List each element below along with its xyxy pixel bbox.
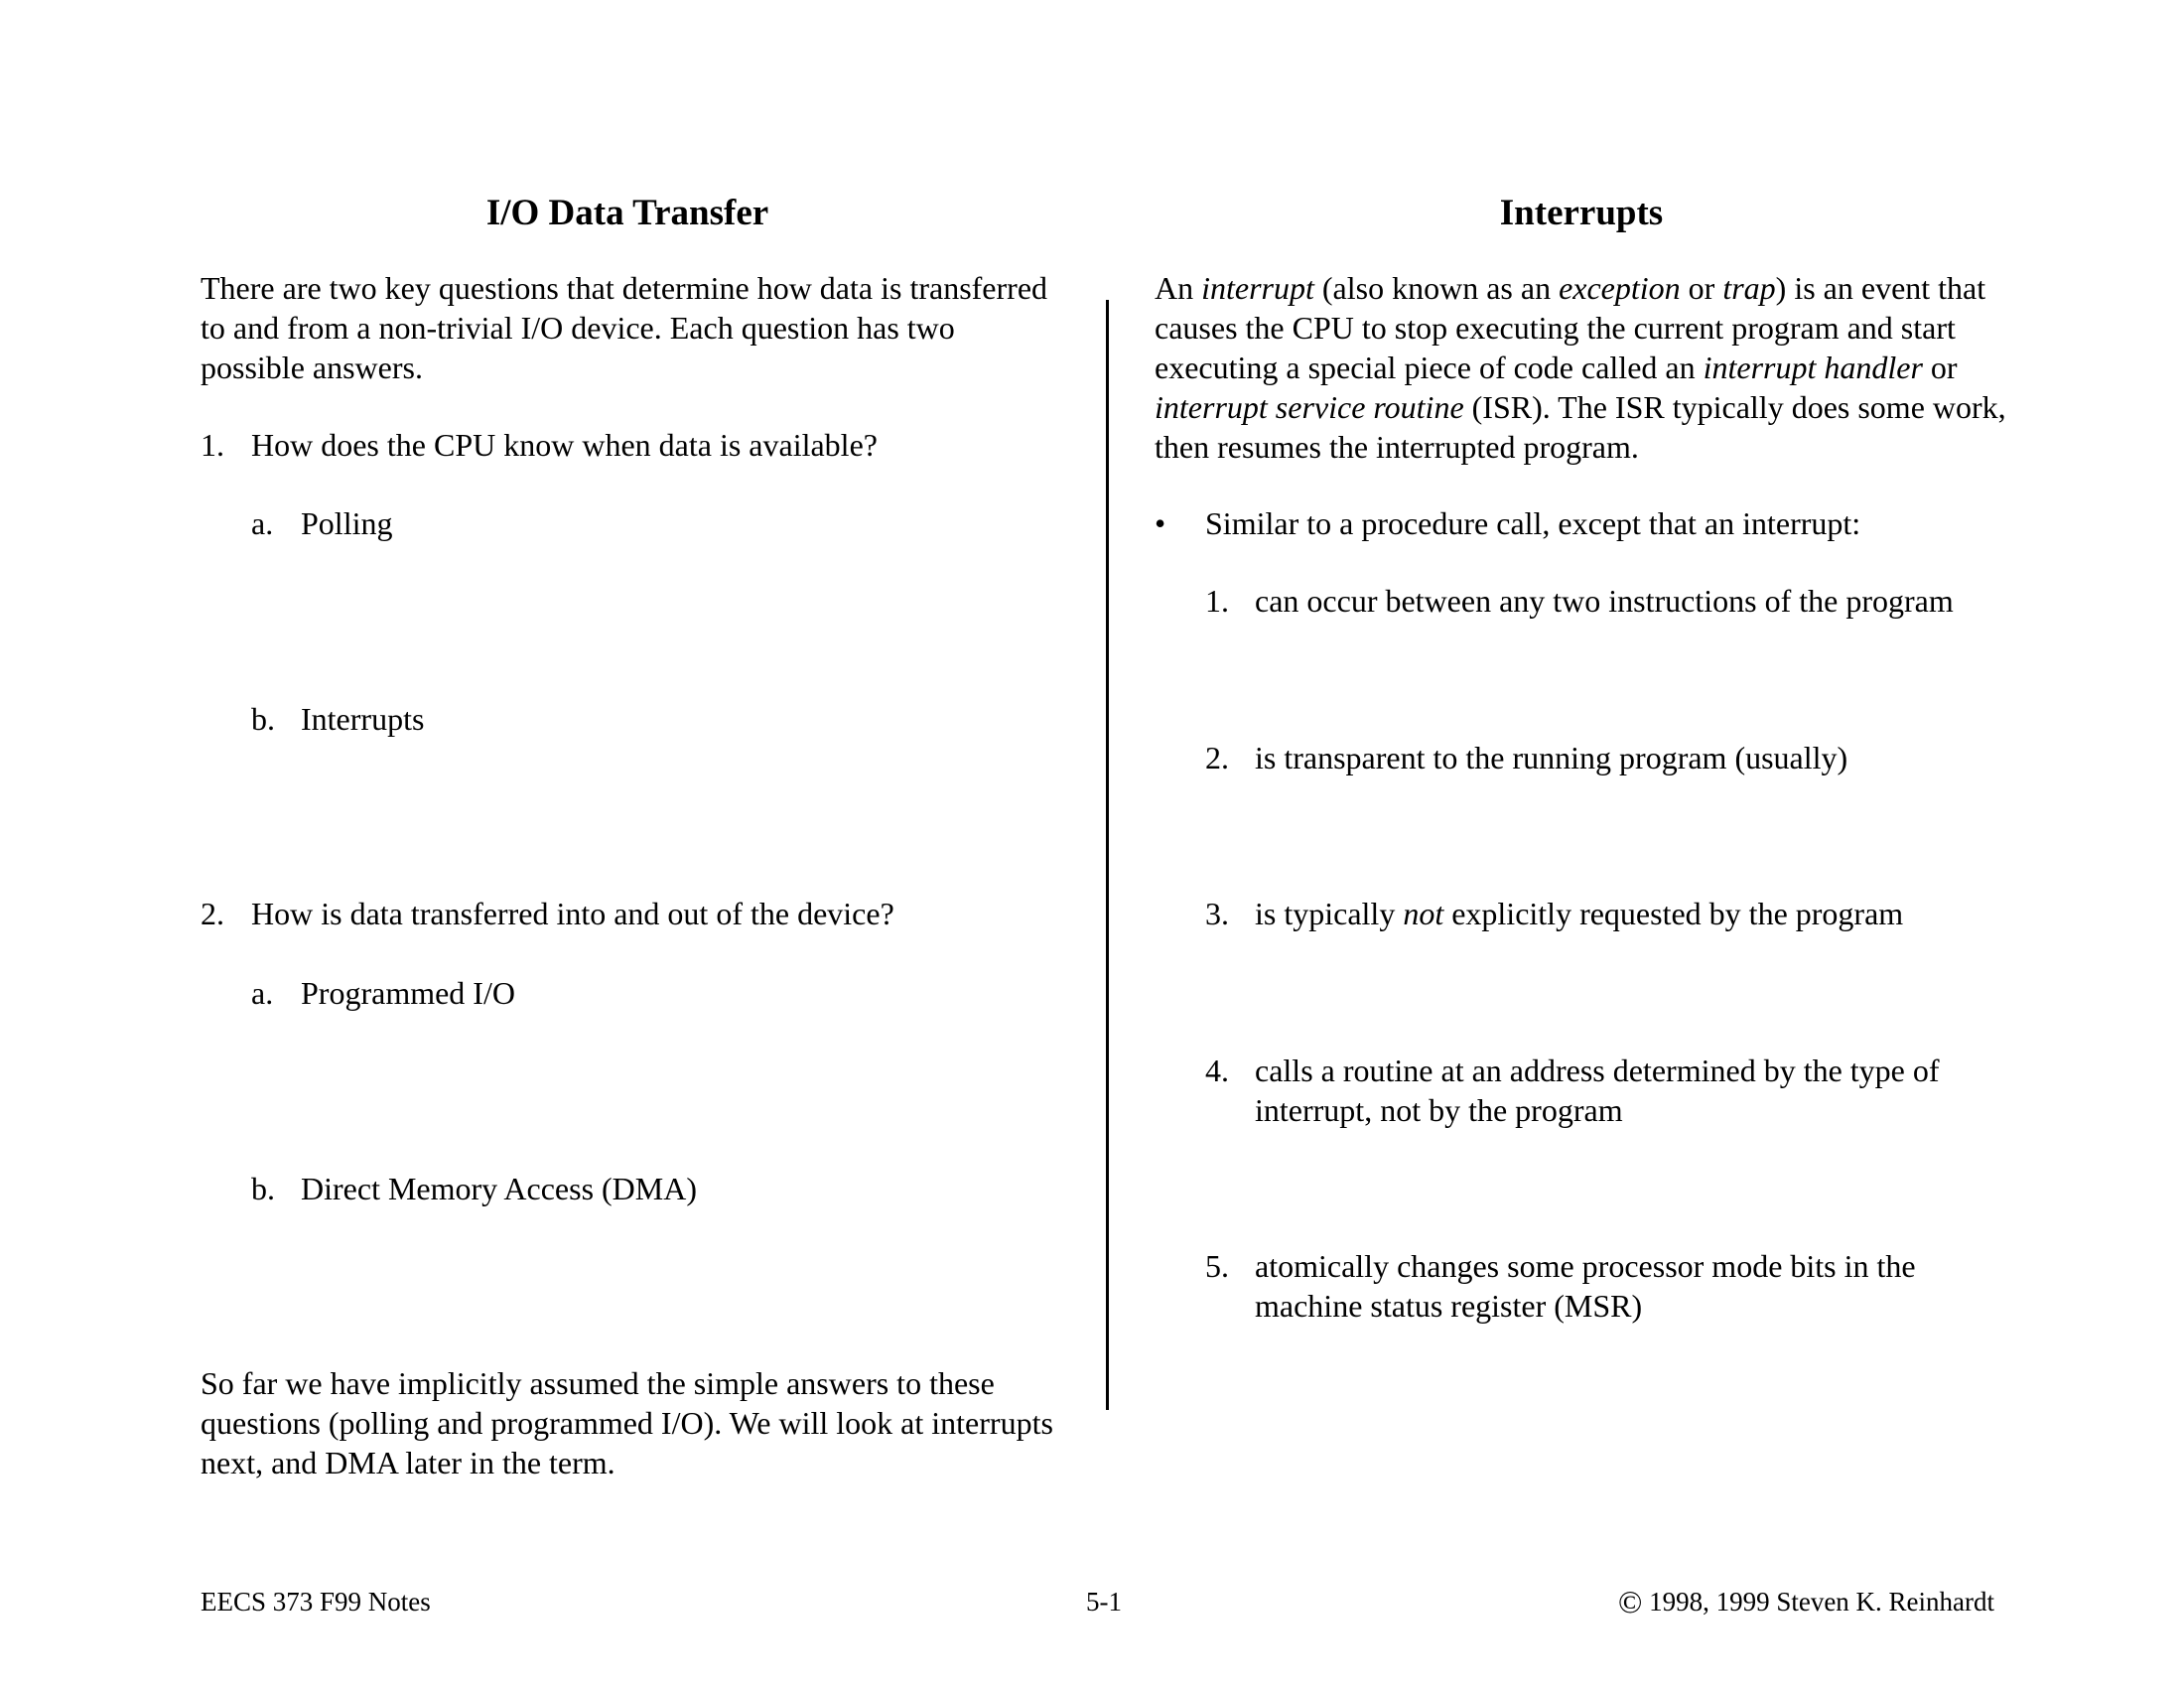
item-5-number: 5.	[1205, 1248, 1229, 1284]
item-5-text: atomically changes some processor mode bits in the machine status register (MSR)	[1255, 1248, 1916, 1324]
column-divider	[1106, 300, 1109, 1410]
item-3-text-before: is typically	[1255, 896, 1404, 931]
intro-term-trap: trap	[1722, 270, 1776, 306]
right-intro-paragraph	[1155, 268, 2008, 467]
copyright-icon: ©	[1618, 1584, 1643, 1619]
item-1-text: can occur between any two instructions of the program	[1255, 583, 1954, 619]
item-3-number: 3.	[1205, 896, 1229, 931]
item-3-emphasis: not	[1403, 896, 1444, 931]
intro-term-interrupt-handler: interrupt handler	[1703, 350, 1923, 385]
q1-number: 1.	[201, 427, 224, 463]
intro-text-2: (also known as an	[1313, 270, 1560, 306]
item-3-text-after: explicitly requested by the program	[1443, 896, 1904, 931]
q1-text: How does the CPU know when data is available?	[251, 427, 878, 463]
bullet-symbol: •	[1155, 505, 1166, 541]
item-2-number: 2.	[1205, 740, 1229, 775]
left-section-title: I/O Data Transfer	[485, 193, 769, 233]
intro-term-isr: interrupt service routine	[1155, 389, 1464, 425]
q1-b-text: Interrupts	[301, 701, 425, 737]
item-2-text: is transparent to the running program (usually)	[1255, 740, 1848, 775]
intro-text-1: An	[1155, 270, 1202, 306]
q2-number: 2.	[201, 896, 224, 931]
intro-text-4: ) is an event that causes the CPU to stop executing the current program and start executing a special piece of code called an	[1155, 270, 1986, 385]
footer-course-label: EECS 373 F99 Notes	[201, 1587, 431, 1617]
footer-copyright	[1618, 1584, 1995, 1619]
q2-a-label: a.	[251, 975, 274, 1011]
q2-a-text: Programmed I/O	[301, 975, 515, 1011]
q1-a-text: Polling	[301, 505, 393, 541]
left-closing-paragraph: So far we have implicitly assumed the simple answers to these questions (polling and programmed I/O). We will look at interrupts next, and DMA later in the term.	[201, 1365, 1053, 1480]
bullet-text: Similar to a procedure call, except that an interrupt:	[1205, 505, 1861, 541]
q1-b-label: b.	[251, 701, 275, 737]
right-section-title: Interrupts	[1499, 193, 1664, 233]
item-3-text	[1255, 894, 1903, 933]
q2-text: How is data transferred into and out of the device?	[251, 896, 894, 931]
left-intro-paragraph: There are two key questions that determine how data is transferred to and from a non-trivial I/O device. Each question has two possible answers.	[201, 270, 1048, 385]
q1-a-label: a.	[251, 505, 274, 541]
intro-term-exception: exception	[1559, 270, 1681, 306]
item-4-number: 4.	[1205, 1053, 1229, 1088]
q2-b-label: b.	[251, 1171, 275, 1206]
item-1-number: 1.	[1205, 583, 1229, 619]
footer-page-number: 5-1	[1086, 1587, 1122, 1617]
intro-text-3: or	[1680, 270, 1723, 306]
footer-copyright-text: 1998, 1999 Steven K. Reinhardt	[1649, 1587, 1995, 1617]
intro-text-5: or	[1922, 350, 1958, 385]
intro-term-interrupt: interrupt	[1201, 270, 1314, 306]
item-4-text: calls a routine at an address determined by the type of interrupt, not by the program	[1255, 1053, 1940, 1128]
intro-text-6: (ISR). The ISR typically does some work, then resumes the interrupted program.	[1155, 389, 2006, 465]
q2-b-text: Direct Memory Access (DMA)	[301, 1171, 697, 1206]
